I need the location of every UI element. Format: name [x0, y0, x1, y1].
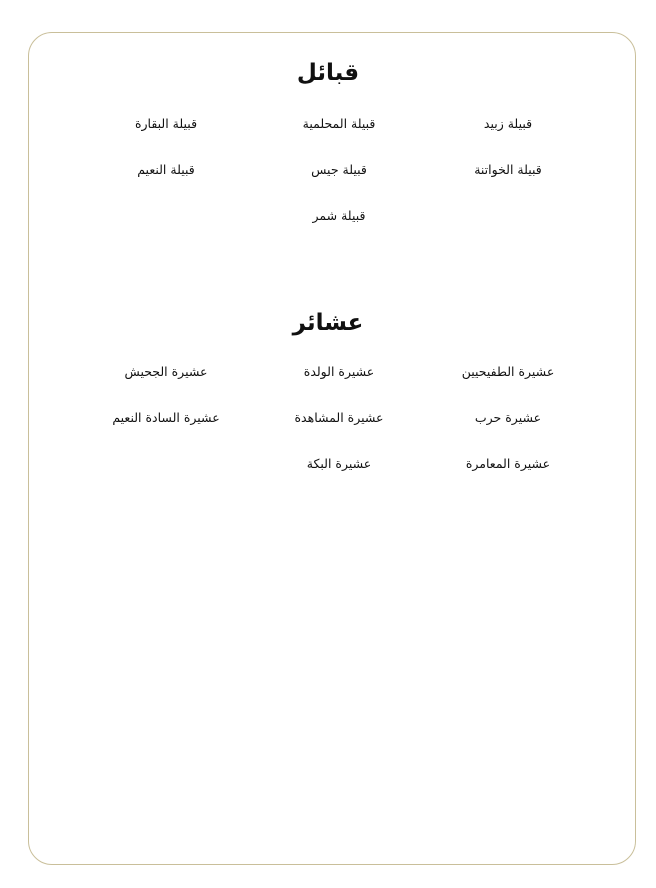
list-item: عشيرة الجحيش	[124, 364, 208, 379]
list-item: قبيلة النعيم	[137, 162, 195, 177]
list-item: قبيلة شمر	[312, 208, 366, 223]
list-item: عشيرة الولدة	[303, 364, 375, 379]
clans-list	[0, 364, 656, 504]
list-item: قبيلة البقارة	[134, 116, 198, 131]
list-item: عشيرة البكة	[306, 456, 372, 471]
list-item: عشيرة المشاهدة	[294, 410, 384, 425]
list-item: عشيرة السادة النعيم	[112, 410, 220, 425]
list-item: قبيلة جيس	[311, 162, 367, 177]
list-item: عشيرة المعامرة	[465, 456, 551, 471]
list-item: عشيرة الطفيحيين	[461, 364, 555, 379]
list-item: عشيرة حرب	[474, 410, 542, 425]
list-item: قبيلة الخواتنة	[474, 162, 542, 177]
list-item: قبيلة المحلمية	[302, 116, 376, 131]
tribes-title: قبائل	[296, 60, 360, 86]
clans-title: عشائر	[292, 310, 364, 336]
list-item: قبيلة زبيد	[483, 116, 533, 131]
tribes-list	[0, 116, 656, 256]
